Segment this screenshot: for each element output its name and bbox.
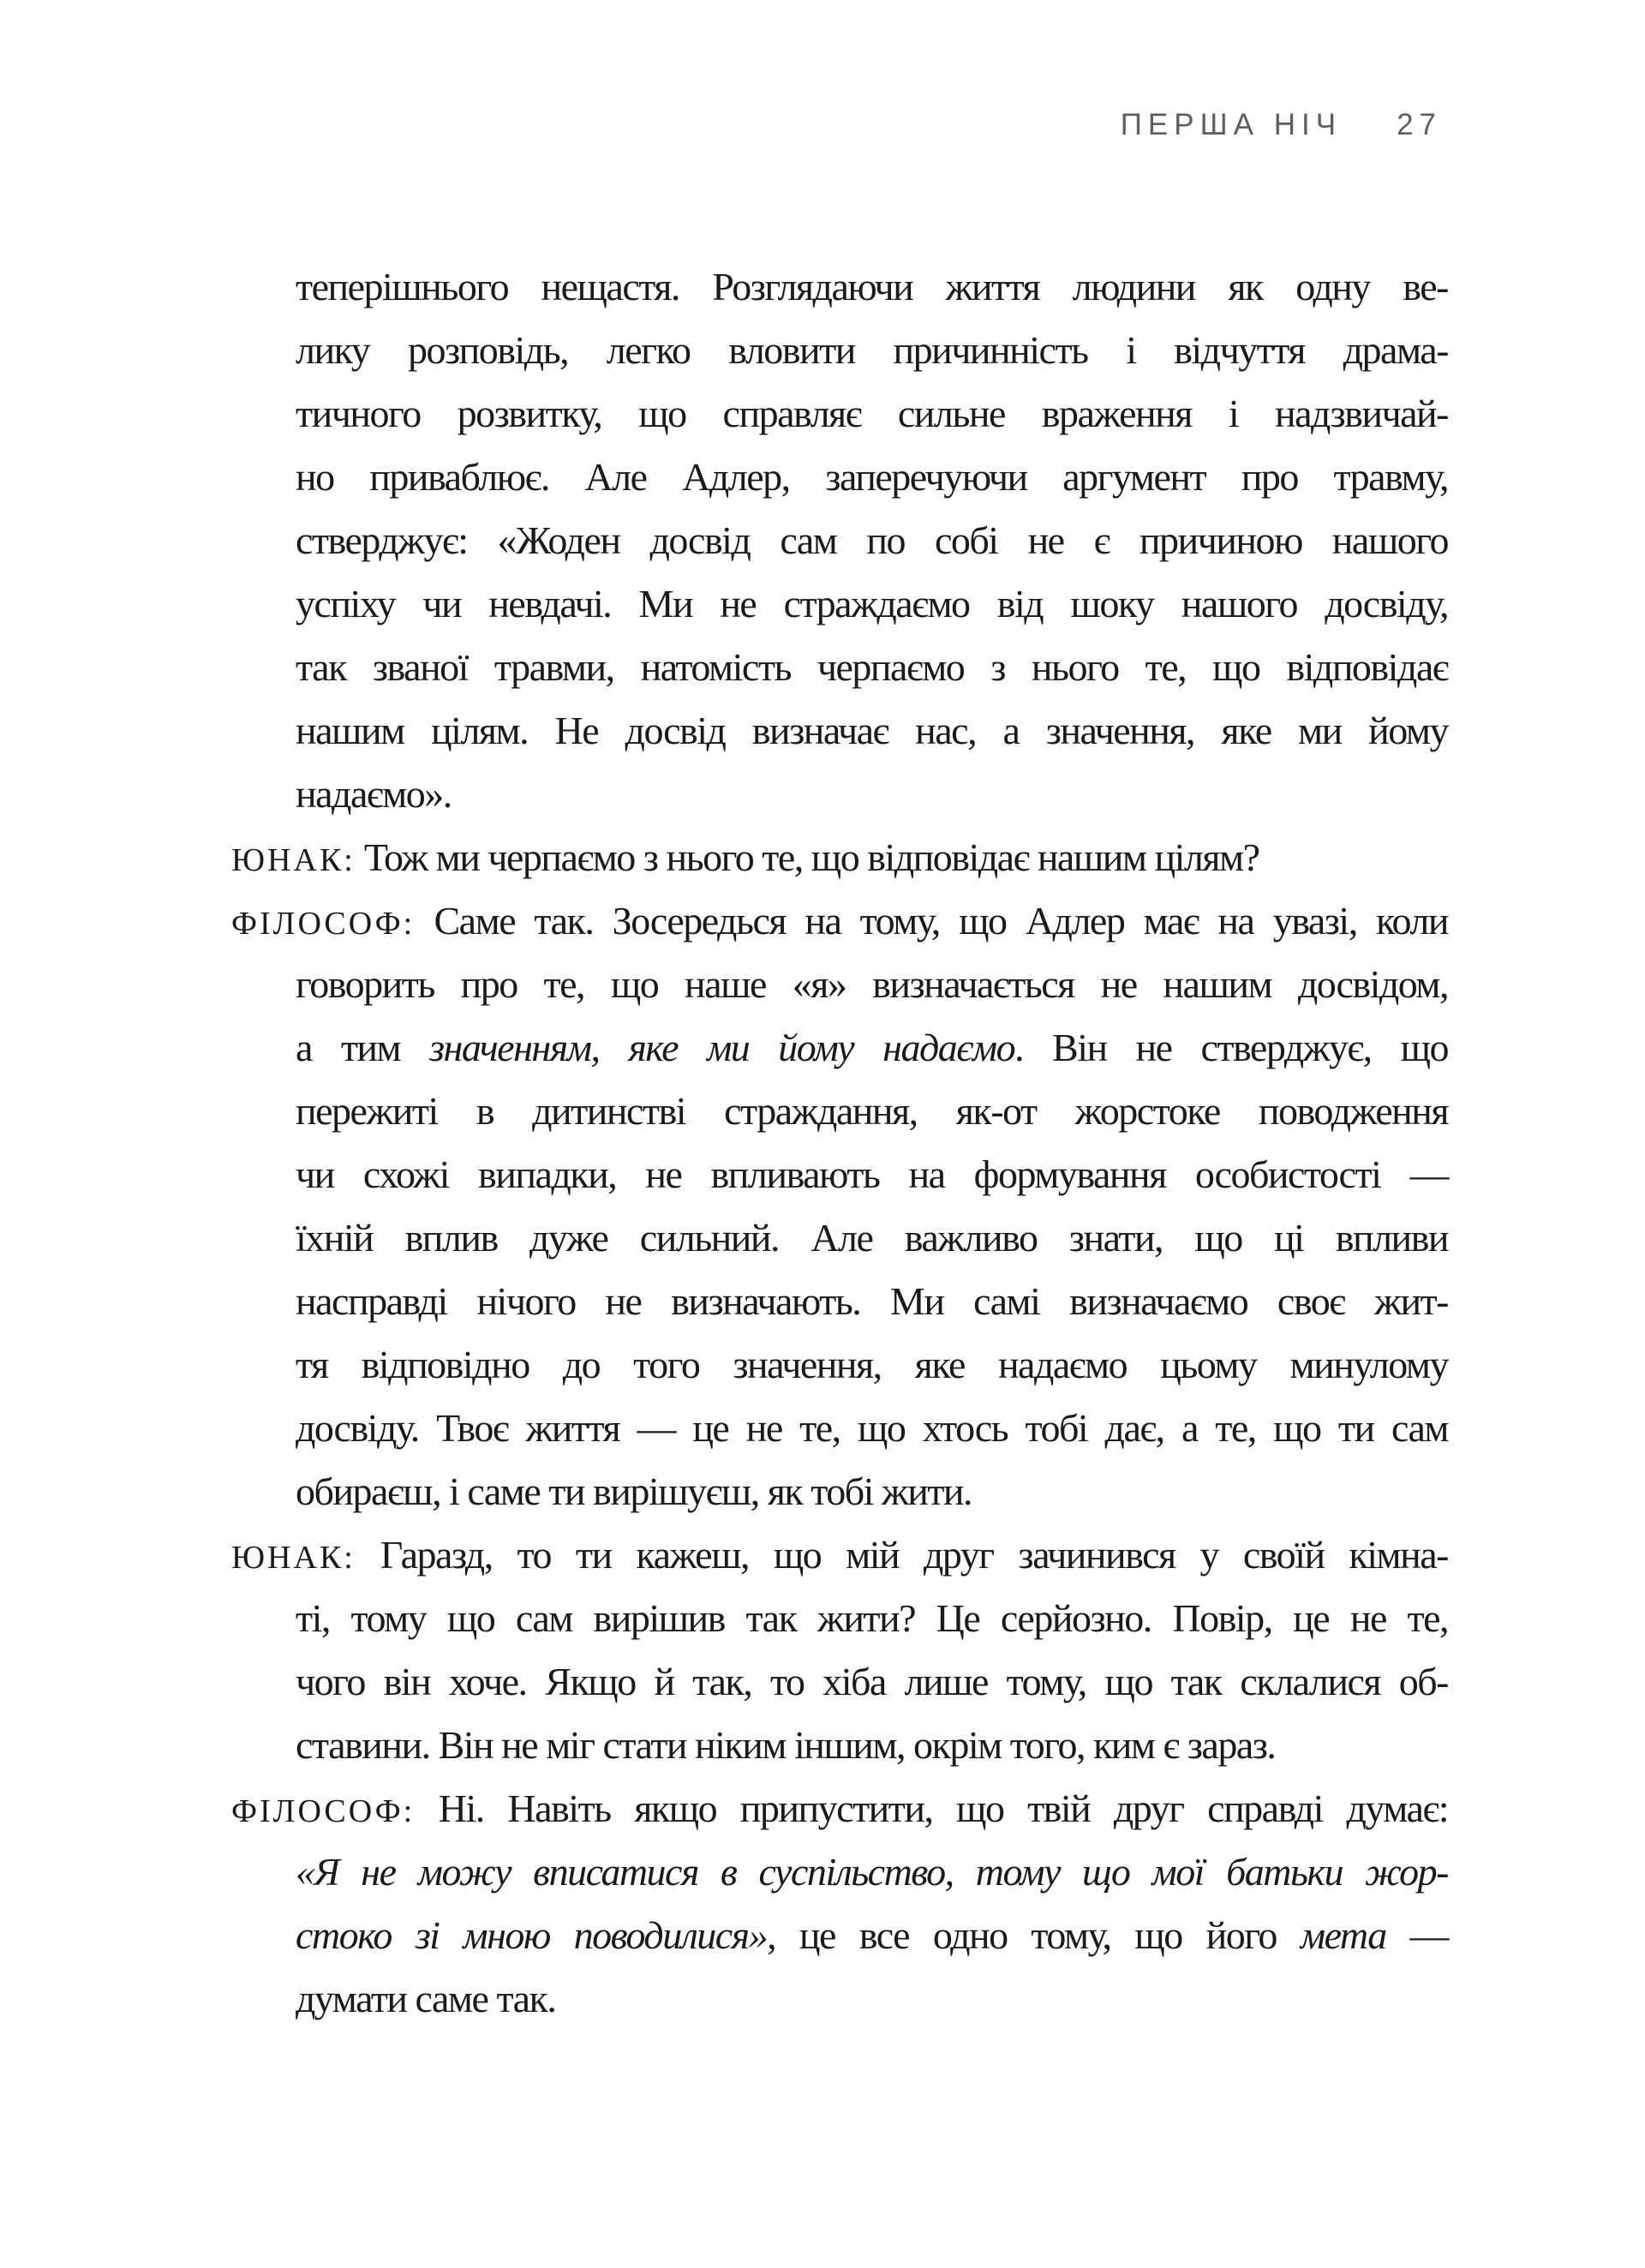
text-line bbox=[296, 699, 1448, 763]
text-line bbox=[296, 1397, 1448, 1460]
regular-text: насправді нічого не визначають. Ми самі визначаємо своє жит- bbox=[296, 1279, 1448, 1323]
regular-text: , це все одно тому, що його bbox=[767, 1913, 1301, 1957]
text-line bbox=[296, 319, 1448, 382]
text-line bbox=[296, 1904, 1448, 1967]
text-line bbox=[231, 889, 1448, 953]
text-line bbox=[296, 446, 1448, 509]
text-line bbox=[296, 382, 1448, 446]
regular-text: Тож ми черпаємо з нього те, що відповідає нашим цілям? bbox=[355, 835, 1259, 879]
italic-text: значенням, яке ми йому надаємо bbox=[429, 1026, 1015, 1069]
paragraph bbox=[296, 255, 1448, 826]
speaker-label: ФІЛОСОФ: bbox=[231, 906, 416, 942]
regular-text: Ні. Навіть якщо припустити, що твій друг справді думає: bbox=[415, 1786, 1448, 1830]
regular-text: лику розповідь, легко вловити причинність і відчуття драма- bbox=[296, 328, 1448, 372]
text-line bbox=[296, 1587, 1448, 1650]
regular-text: досвіду. Твоє життя — це не те, що хтось тобі дає, а те, що ти сам bbox=[296, 1406, 1448, 1450]
text-line bbox=[296, 1650, 1448, 1714]
regular-text: думати саме так. bbox=[296, 1977, 556, 2020]
page-number: 27 bbox=[1397, 108, 1442, 141]
regular-text: надаємо». bbox=[296, 772, 452, 816]
paragraph bbox=[231, 826, 1448, 889]
text-line bbox=[296, 1080, 1448, 1143]
text-line bbox=[231, 1777, 1448, 1840]
regular-text: теперішнього нещастя. Розглядаючи життя людини як одну ве- bbox=[296, 265, 1448, 308]
regular-text: чи схожі випадки, не впливають на формування особистості — bbox=[296, 1152, 1448, 1196]
regular-text: так званої травми, натомість черпаємо з нього те, що відповідає bbox=[296, 645, 1448, 689]
regular-text: нашим цілям. Не досвід визначає нас, а значення, яке ми йому bbox=[296, 709, 1448, 752]
regular-text: успіху чи невдачі. Ми не страждаємо від шоку нашого досвіду, bbox=[296, 582, 1448, 625]
regular-text: Саме так. Зосередься на тому, що Адлер має на увазі, коли bbox=[415, 899, 1448, 943]
italic-text: «Я не можу вписатися в суспільство, тому що мої батьки жор- bbox=[296, 1850, 1448, 1894]
text-line bbox=[296, 763, 1448, 826]
paragraph bbox=[231, 1777, 1449, 2031]
text-line bbox=[296, 1967, 1448, 2031]
italic-text: мета bbox=[1300, 1913, 1386, 1957]
regular-text: ставини. Він не міг стати ніким іншим, окрім того, ким є зараз. bbox=[296, 1723, 1276, 1767]
speaker-label: ЮНАК: bbox=[231, 1540, 356, 1576]
text-line bbox=[296, 1016, 1448, 1080]
regular-text: говорить про те, що наше «я» визначається не нашим досвідом, bbox=[296, 962, 1448, 1006]
italic-text: стоко зі мною поводилися» bbox=[296, 1913, 768, 1957]
regular-text: чого він хоче. Якщо й так, то хіба лише тому, що так склалися об- bbox=[296, 1660, 1448, 1703]
text-line bbox=[296, 636, 1448, 699]
text-line bbox=[296, 1143, 1448, 1206]
regular-text: — bbox=[1385, 1913, 1449, 1957]
text-line bbox=[296, 1270, 1448, 1333]
paragraph bbox=[231, 889, 1448, 1523]
text-line bbox=[296, 953, 1448, 1016]
text-line bbox=[296, 1333, 1448, 1397]
running-header bbox=[1121, 108, 1442, 142]
section-title: ПЕРША НІЧ bbox=[1120, 108, 1343, 141]
regular-text: Гаразд, то ти кажеш, що мій друг зачинився у своїй кімна- bbox=[355, 1533, 1448, 1577]
regular-text: тя відповідно до того значення, яке надаємо цьому минулому bbox=[296, 1343, 1448, 1386]
text-line bbox=[296, 1206, 1448, 1270]
text-line bbox=[296, 1714, 1448, 1777]
regular-text: обираєш, і саме ти вирішуєш, як тобі жити. bbox=[296, 1469, 972, 1513]
text-line bbox=[231, 1523, 1448, 1587]
text-block bbox=[231, 255, 1449, 2031]
text-line bbox=[296, 255, 1448, 319]
speaker-label: ЮНАК: bbox=[231, 842, 356, 878]
speaker-label: ФІЛОСОФ: bbox=[231, 1793, 416, 1829]
regular-text: а тим bbox=[296, 1026, 430, 1069]
regular-text: тичного розвитку, що справляє сильне враження і надзвичай- bbox=[296, 392, 1448, 435]
regular-text: ті, тому що сам вирішив так жити? Це серйозно. Повір, це не те, bbox=[296, 1596, 1448, 1640]
regular-text: . Він не стверджує, що bbox=[1014, 1026, 1448, 1069]
text-line bbox=[296, 509, 1448, 572]
regular-text: но приваблює. Але Адлер, заперечуючи аргумент про травму, bbox=[296, 455, 1448, 499]
text-line bbox=[231, 826, 1448, 889]
text-line bbox=[296, 1840, 1448, 1904]
regular-text: пережиті в дитинстві страждання, як-от жорстоке поводження bbox=[296, 1089, 1448, 1133]
paragraph bbox=[231, 1523, 1448, 1777]
regular-text: стверджує: «Жоден досвід сам по собі не є причиною нашого bbox=[296, 518, 1448, 562]
regular-text: їхній вплив дуже сильний. Але важливо знати, що ці впливи bbox=[296, 1216, 1448, 1260]
text-line bbox=[296, 572, 1448, 636]
text-line bbox=[296, 1460, 1448, 1523]
